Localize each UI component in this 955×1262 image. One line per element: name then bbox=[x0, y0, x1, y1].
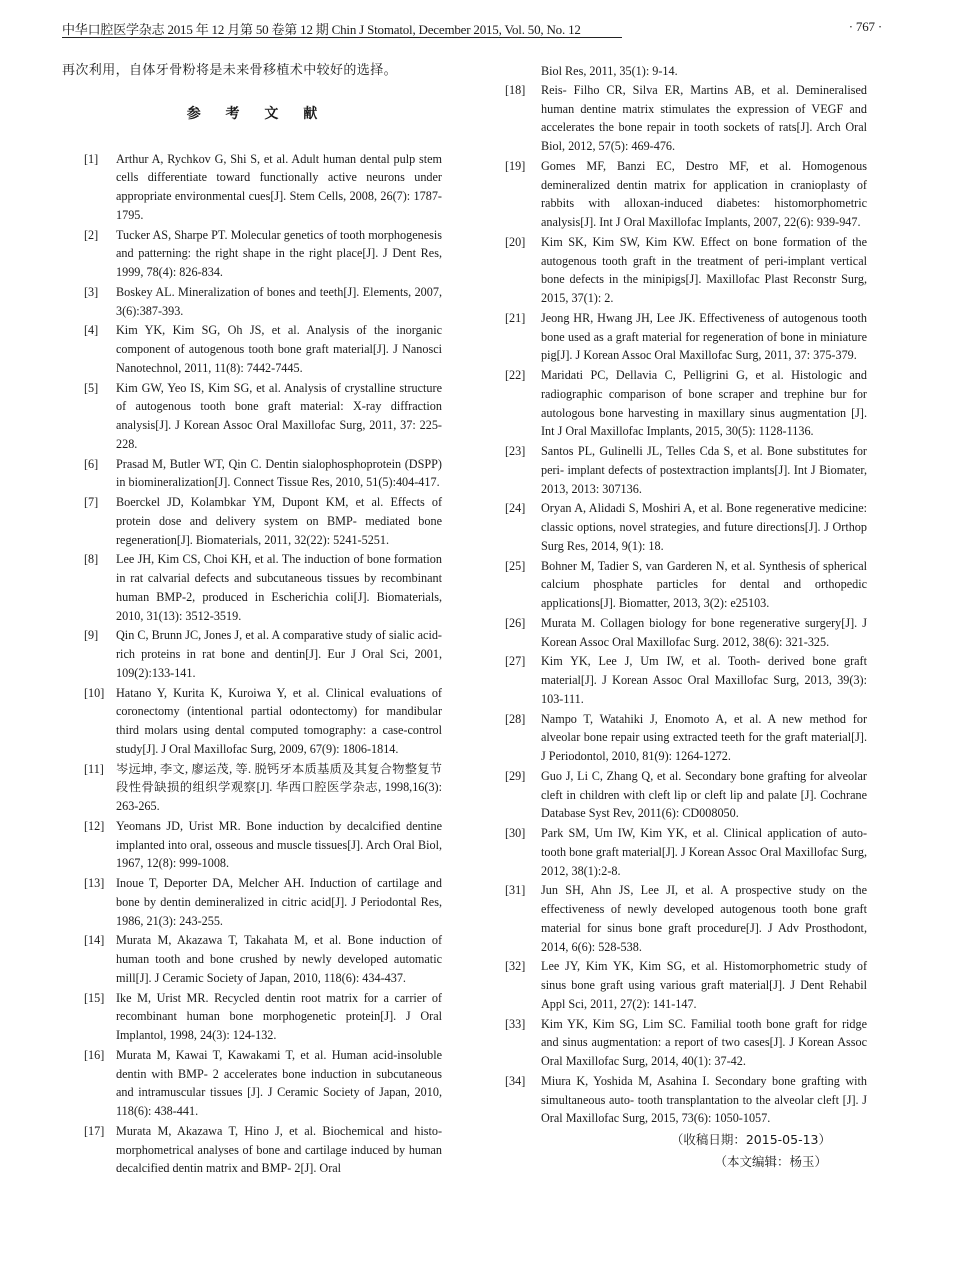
reference-item bbox=[62, 817, 442, 873]
left-reference-list bbox=[62, 150, 442, 1179]
reference-number: [11] bbox=[84, 761, 104, 776]
reference-number: [5] bbox=[84, 380, 99, 395]
reference-item bbox=[62, 455, 442, 493]
reference-item bbox=[505, 614, 867, 652]
reference-text: Park SM, Um IW, Kim YK, et al. Clinical application of auto-tooth bone graft material[J]. J Korean Assoc Oral Maxillofac Surg, 2012, 38(1):2-8. bbox=[541, 826, 867, 878]
reference-item bbox=[505, 366, 867, 441]
reference-number: [8] bbox=[84, 552, 99, 567]
reference-number: [4] bbox=[84, 323, 99, 338]
reference-number: [21] bbox=[505, 310, 526, 325]
reference-item bbox=[505, 1072, 867, 1128]
reference-item bbox=[505, 81, 867, 156]
reference-item bbox=[505, 1015, 867, 1071]
reference-number: [9] bbox=[84, 628, 99, 643]
reference-number: [16] bbox=[84, 1047, 105, 1062]
reference-item bbox=[505, 557, 867, 613]
reference-number: [6] bbox=[84, 456, 99, 471]
reference-number: [34] bbox=[505, 1073, 526, 1088]
reference-number: [10] bbox=[84, 685, 105, 700]
reference-text: Reis- Filho CR, Silva ER, Martins AB, et al. Demineralised human dentine matrix stimulates the expression of VEGF and accelerates the bone repair in tooth sockets of rats[J]. Arch Oral Biol, 2012, 57(5): 469-476. bbox=[541, 82, 867, 153]
reference-text: Murata M. Collagen biology for bone regenerative surgery[J]. J Korean Assoc Oral Maxillofac Surg. 2012, 38(6): 321-325. bbox=[541, 615, 867, 649]
reference-continuation: Biol Res, 2011, 35(1): 9-14. bbox=[541, 64, 678, 78]
reference-number: [1] bbox=[84, 151, 99, 166]
reference-number: [22] bbox=[505, 368, 526, 382]
reference-item bbox=[62, 874, 442, 930]
right-column bbox=[505, 62, 867, 1173]
reference-text: Maridati PC, Dellavia C, Pelligrini G, et al. Histologic and radiographic comparison of bone scraper and trephine bur for autologous bone harvesting in maxillary sinus augmentation [J]. Int J Oral Maxillofac Implants, 2015, 30(5): 1128-1136. bbox=[541, 368, 867, 439]
reference-text: Miura K, Yoshida M, Asahina I. Secondary bone grafting with simultaneous auto- tooth transplantation to the alveolar cleft [J]. J Oral Maxillofac Surg, 2015, 73(6): 1050-1057. bbox=[541, 1073, 867, 1126]
reference-item bbox=[62, 150, 442, 225]
reference-text: Jeong HR, Hwang JH, Lee JK. Effectiveness of autogenous tooth bone used as a graft material for regeneration of bone in miniature pig[J]. J Korean Assoc Oral Maxillofac Surg, 2011, 37: 375-379. bbox=[541, 310, 867, 363]
body-text-conclusion: 再次利用，自体牙骨粉将是未来骨移植术中较好的选择。 bbox=[62, 63, 398, 78]
reference-number: [12] bbox=[84, 818, 105, 833]
reference-text: Qin C, Brunn JC, Jones J, et al. A comparative study of sialic acid- rich proteins in rat bone and dentin[J]. Eur J Oral Sci, 2001, 109(2):133-141. bbox=[116, 628, 442, 680]
reference-text: Murata M, Kawai T, Kawakami T, et al. Human acid-insoluble dentin with BMP- 2 accelerates bone induction in subcutaneous and intramuscular tissues [J]. J Ceramic Society of Japan, 2010, 118(6): 438-441. bbox=[116, 1047, 442, 1118]
reference-item bbox=[62, 989, 442, 1045]
reference-number: [32] bbox=[505, 959, 526, 974]
reference-text: Nampo T, Watahiki J, Enomoto A, et al. A new method for alveolar bone repair using extracted teeth for the graft material[J]. J Periodontol, 2010, 81(9): 1264-1272. bbox=[541, 711, 867, 763]
reference-text: Bohner M, Tadier S, van Garderen N, et al. Synthesis of spherical calcium phosphate particles for dental and orthopedic applications[J]. Biomatter, 2013, 3(2): e25103. bbox=[541, 558, 867, 610]
reference-item bbox=[62, 684, 442, 759]
reference-text: Guo J, Li C, Zhang Q, et al. Secondary bone grafting for alveolar cleft in children with cleft lip or cleft lip and palate [J]. Cochrane Database Syst Rev, 2011(6): CD008050. bbox=[541, 768, 867, 821]
reference-item bbox=[62, 379, 442, 454]
reference-number: [17] bbox=[84, 1123, 105, 1138]
reference-item bbox=[62, 321, 442, 377]
reference-number: [31] bbox=[505, 883, 526, 898]
reference-text: Kim SK, Kim SW, Kim KW. Effect on bone formation of the autogenous tooth graft in the treatment of peri-implant vertical bone defects in the minipigs[J]. Maxillofac Plast Reconstr Surg, 2015, 37(1): 2. bbox=[541, 234, 867, 305]
received-date: （收稿日期：2015-05-13） bbox=[670, 1132, 831, 1147]
page-number: · 767 · bbox=[848, 19, 882, 34]
reference-text: Murata M, Akazawa T, Takahata M, et al. Bone induction of human tooth and bone crushed by newly developed automatic mill[J]. J Ceramic Society of Japan, 2010, 118(6): 434-437. bbox=[116, 933, 442, 985]
reference-text: Santos PL, Gulinelli JL, Telles Cda S, et al. Bone substitutes for peri- implant defects of postextraction implants[J]. Int J Biomater, 2013, 2013: 307136. bbox=[541, 444, 867, 496]
reference-number: [18] bbox=[505, 82, 526, 97]
reference-item bbox=[505, 710, 867, 766]
reference-text: Kim YK, Lee J, Um IW, et al. Tooth- derived bone graft material[J]. J Korean Assoc Oral Maxillofac Surg, 2013, 39(3): 103-111. bbox=[541, 654, 867, 706]
reference-item bbox=[62, 1046, 442, 1121]
reference-text: Prasad M, Butler WT, Qin C. Dentin sialophosphoprotein (DSPP) in biomineralization[J]. Connect Tissue Res, 2010, 51(5):404-417. bbox=[116, 456, 442, 490]
left-column bbox=[62, 62, 442, 1179]
reference-number: [26] bbox=[505, 615, 526, 630]
reference-number: [20] bbox=[505, 234, 526, 249]
reference-item bbox=[62, 283, 442, 321]
reference-number: [29] bbox=[505, 768, 526, 783]
reference-item bbox=[505, 767, 867, 823]
reference-number: [30] bbox=[505, 826, 526, 840]
reference-number: [13] bbox=[84, 876, 105, 890]
reference-text: Inoue T, Deporter DA, Melcher AH. Induction of cartilage and bone by dentin demineralized in citric acid[J]. J Periodontal Res, 1986, 21(3): 243-255. bbox=[116, 876, 442, 928]
reference-item bbox=[62, 760, 442, 816]
reference-text: Murata M, Akazawa T, Hino J, et al. Biochemical and histo-morphometrical analyses of bone and cartilage induced by human decalcified dentin matrix and BMP- 2[J]. Oral bbox=[116, 1123, 442, 1176]
reference-number: [2] bbox=[84, 227, 99, 242]
reference-number: [14] bbox=[84, 933, 105, 948]
reference-text: Lee JH, Kim CS, Choi KH, et al. The induction of bone formation in rat calvarial defects and subcutaneous tissues by recombinant human BMP-2, produced in Escherichia coli[J]. Biomaterials, 2010, 31(13): 3512-3519. bbox=[116, 552, 442, 623]
reference-number: [7] bbox=[84, 495, 99, 509]
reference-item bbox=[505, 442, 867, 498]
editor-credit: （本文编辑：杨玉） bbox=[714, 1154, 827, 1169]
reference-text: Arthur A, Rychkov G, Shi S, et al. Adult human dental pulp stem cells differentiate toward functionally active neurons under appropriate environmental cues[J]. Stem Cells, 2008, 26(7): 1787-1795. bbox=[116, 151, 442, 222]
reference-item bbox=[62, 931, 442, 987]
reference-text: Hatano Y, Kurita K, Kuroiwa Y, et al. Clinical evaluations of coronectomy (intentional partial odontectomy) for mandibular third molars using dental computed tomography: a case-control study[J]. J Oral Maxillofac Surg, 2009, 67(9): 1806-1814. bbox=[116, 685, 442, 756]
reference-item bbox=[505, 957, 867, 1013]
reference-text: Kim YK, Kim SG, Oh JS, et al. Analysis of the inorganic component of autogenous tooth bone graft material[J]. J Nanosci Nanotechnol, 2011, 11(8): 7442-7445. bbox=[116, 323, 442, 375]
reference-number: [15] bbox=[84, 990, 105, 1005]
reference-number: [24] bbox=[505, 501, 526, 516]
reference-text: Boerckel JD, Kolambkar YM, Dupont KM, et al. Effects of protein dose and delivery system on BMP- mediated bone regeneration[J]. Biomaterials, 2011, 32(22): 5241-5251. bbox=[116, 495, 442, 547]
reference-text: Gomes MF, Banzi EC, Destro MF, et al. Homogenous demineralized dentin matrix for application in cranioplasty of rabbits with alloxan-induced diabetes: histomorphometric analysis[J]. Int J Oral Maxillofac Implants, 2007, 22(6): 939-947. bbox=[541, 158, 867, 229]
reference-number: [27] bbox=[505, 654, 526, 669]
reference-item bbox=[505, 499, 867, 555]
journal-citation: 中华口腔医学杂志 2015 年 12 月第 50 卷第 12 期 Chin J Stomatol, December 2015, Vol. 50, No. 12 bbox=[62, 22, 581, 37]
reference-number: [3] bbox=[84, 284, 99, 299]
reference-item bbox=[62, 550, 442, 625]
reference-text: Yeomans JD, Urist MR. Bone induction by decalcified dentine implanted into oral, osseous and muscle tissues[J]. Arch Oral Biol, 1967, 12(8): 999-1008. bbox=[116, 818, 442, 871]
reference-text: Ike M, Urist MR. Recycled dentin root matrix for a carrier of recombinant human bone morphogenetic protein[J]. J Oral Implantol, 1998, 24(3): 124-132. bbox=[116, 990, 442, 1042]
reference-text: Boskey AL. Mineralization of bones and teeth[J]. Elements, 2007, 3(6):387-393. bbox=[116, 284, 442, 318]
reference-item bbox=[62, 1122, 442, 1178]
reference-item bbox=[505, 824, 867, 880]
reference-item bbox=[505, 309, 867, 365]
reference-number: [33] bbox=[505, 1016, 526, 1031]
reference-text: Kim YK, Kim SG, Lim SC. Familial tooth bone graft for ridge and sinus augmentation: a report of two cases[J]. J Korean Assoc Oral Maxillofac Surg, 2014, 40(1): 37-42. bbox=[541, 1016, 867, 1068]
reference-item bbox=[505, 233, 867, 308]
reference-text: Oryan A, Alidadi S, Moshiri A, et al. Bone regenerative medicine: classic options, novel strategies, and future directions[J]. J Orthop Surg Res, 2014, 9(1): 18. bbox=[541, 501, 867, 553]
reference-number: [19] bbox=[505, 158, 526, 173]
reference-item bbox=[505, 881, 867, 956]
reference-item bbox=[505, 157, 867, 232]
right-reference-list bbox=[505, 81, 867, 1128]
header-rule bbox=[62, 37, 622, 38]
reference-text: 岑远坤, 李文, 廖运茂, 等. 脱钙牙本质基质及其复合物整复节段性骨缺损的组织学观察[J]. 华西口腔医学杂志, 1998,16(3): 263-265. bbox=[116, 761, 442, 813]
references-heading: 参 考 文 献 bbox=[186, 105, 328, 122]
reference-text: Tucker AS, Sharpe PT. Molecular genetics of tooth morphogenesis and patterning: the right shape in the right place[J]. J Dent Res, 1999, 78(4): 826-834. bbox=[116, 227, 442, 279]
journal-header bbox=[62, 16, 882, 38]
reference-number: [23] bbox=[505, 444, 526, 458]
reference-number: [25] bbox=[505, 558, 526, 573]
reference-item bbox=[62, 493, 442, 549]
reference-text: Lee JY, Kim YK, Kim SG, et al. Histomorphometric study of sinus bone graft using various graft material[J]. J Dent Rehabil Appl Sci, 2011, 27(2): 141-147. bbox=[541, 959, 867, 1011]
reference-text: Kim GW, Yeo IS, Kim SG, et al. Analysis of crystalline structure of autogenous tooth bone graft material: X-ray diffraction analysis[J]. J Korean Assoc Oral Maxillofac Surg, 2011, 37: 225-228. bbox=[116, 380, 442, 451]
reference-number: [28] bbox=[505, 711, 526, 726]
reference-item bbox=[62, 226, 442, 282]
reference-text: Jun SH, Ahn JS, Lee JI, et al. A prospective study on the effectiveness of newly developed autogenous tooth bone graft material for sinus bone graft procedure[J]. J Adv Prosthodont, 2014, 6(6): 528-538. bbox=[541, 883, 867, 954]
reference-item bbox=[505, 652, 867, 708]
reference-item bbox=[62, 626, 442, 682]
